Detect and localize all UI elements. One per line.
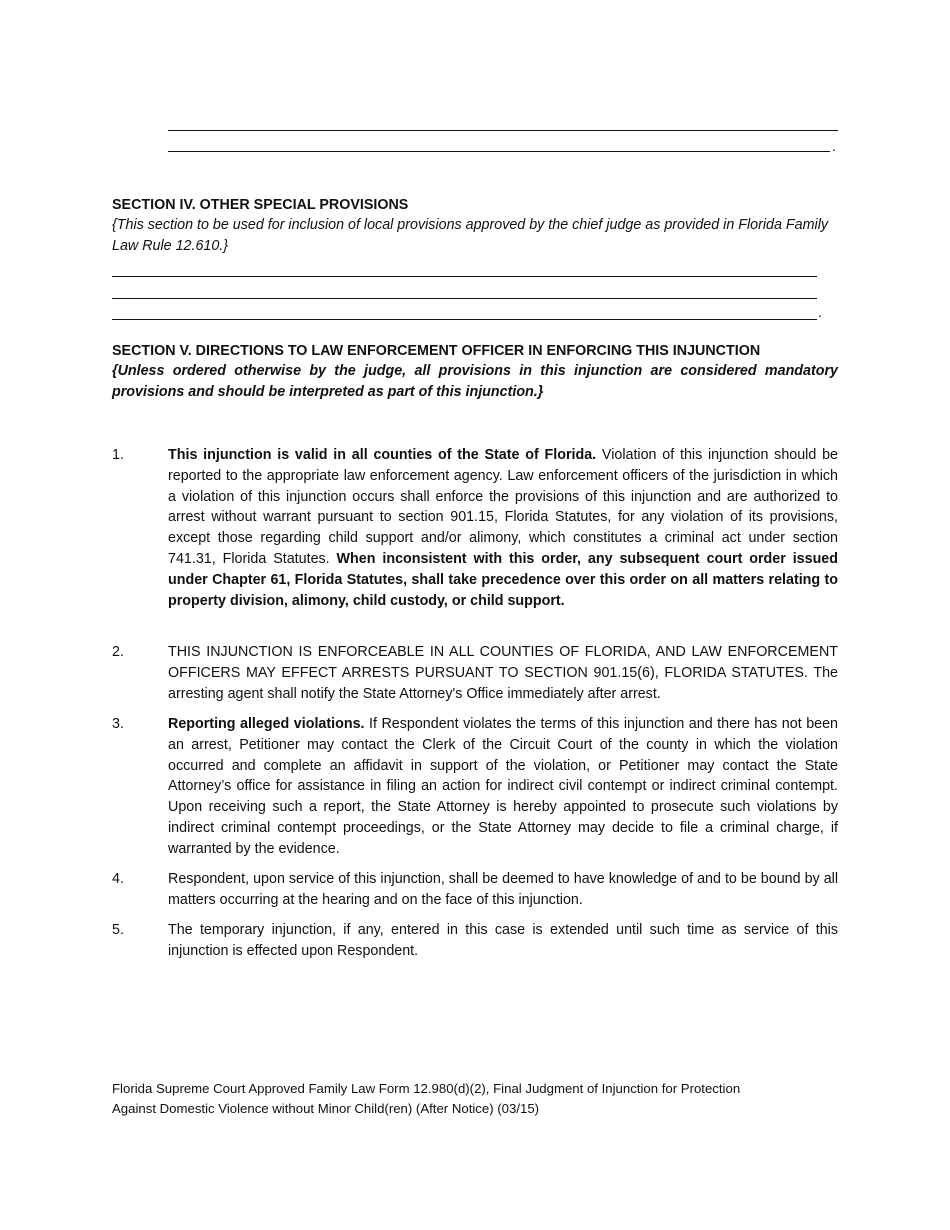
form-footer [112,1079,832,1119]
section-4-blank-line-2 [112,282,838,303]
footer-line-1: Florida Supreme Court Approved Family Law Form 12.980(d)(2), Final Judgment of Injunction for Protection [112,1081,741,1096]
provision-number: 5. [112,922,124,938]
section-4-blank-line-3 [112,303,838,324]
provision-number: 4. [112,871,124,887]
provision-body [168,920,838,962]
provision-text: The temporary injunction, if any, entered in this case is extended until such time as service of this injunction is effected upon Respondent. [168,922,838,959]
provision-text: Violation of this injunction should be reported to the appropriate law enforcement agency. Law enforcement officers of the jurisdiction in which a violation of this injunction occurs shall enforce the provisions of this injunction and are authorized to arrest without warrant pursuant to section 901.15, Florida Statutes, for any violation of its provisions, except those regarding child support and/or alimony, which constitutes a criminal act under section 741.31, Florida Statutes. [168,447,838,567]
provision-body [168,642,838,704]
provision-number: 3. [112,716,124,732]
section-4-heading: SECTION IV. OTHER SPECIAL PROVISIONS [112,197,409,213]
provision-text: Respondent, upon service of this injunction, shall be deemed to have knowledge of and to be bound by all matters occurring at the hearing and on the face of this injunction. [168,871,838,908]
provision-number: 2. [112,644,124,660]
provision-body [168,445,838,611]
section-4-end-mark: . [818,305,822,322]
provision-body [168,714,838,860]
provision-text: THIS INJUNCTION IS ENFORCEABLE IN ALL COUNTIES OF FLORIDA, AND LAW ENFORCEMENT OFFICERS MAY EFFECT ARRESTS PURSUANT TO SECTION 901.15(6), FLORIDA STATUTES. The arresting agent shall notify the State Attorney's Office immediately after arrest. [168,644,838,702]
section-5-instructions: {Unless ordered otherwise by the judge, all provisions in this injunction are considered mandatory provisions and should be interpreted as part of this injunction.} [112,363,838,400]
section-5-heading: SECTION V. DIRECTIONS TO LAW ENFORCEMENT OFFICER IN ENFORCING THIS INJUNCTION [112,343,761,359]
section-4-instructions: {This section to be used for inclusion of local provisions approved by the chief judge as provided in Florida Family Law Rule 12.610.} [112,217,829,254]
blank-line-end-mark: . [832,138,836,154]
provision-body [168,869,838,911]
section-4-blank-line-1 [112,260,838,281]
provision-text: If Respondent violates the terms of this injunction and there has not been an arrest, Petitioner may contact the Clerk of the Circuit Court of the county in which the violation occurred and complete an affidavit in support of the violation, or Petitioner may contact the State Attorney’s office for assistance in filing an action for indirect civil contempt or indirect criminal contempt. Upon receiving such a report, the State Attorney is hereby appointed to prosecute such violations by indirect criminal contempt proceedings, or the State Attorney may decide to file a criminal charge, if warranted by the evidence. [168,716,839,857]
provision-number: 1. [112,447,124,463]
provision-tail: When inconsistent with this order, any subsequent court order issued under Chapter 61, Florida Statutes, shall take precedence over this order on all matters relating to property division, alimony, child custody, or child support. [168,550,838,609]
blank-line-top-1 [168,130,838,131]
footer-line-2: Against Domestic Violence without Minor Child(ren) (After Notice) (03/15) [112,1101,540,1116]
provision-lead: This injunction is valid in all counties of the State of Florida. [168,447,597,463]
blank-line-top-2 [168,151,830,152]
provision-lead: Reporting alleged violations. [168,716,365,732]
